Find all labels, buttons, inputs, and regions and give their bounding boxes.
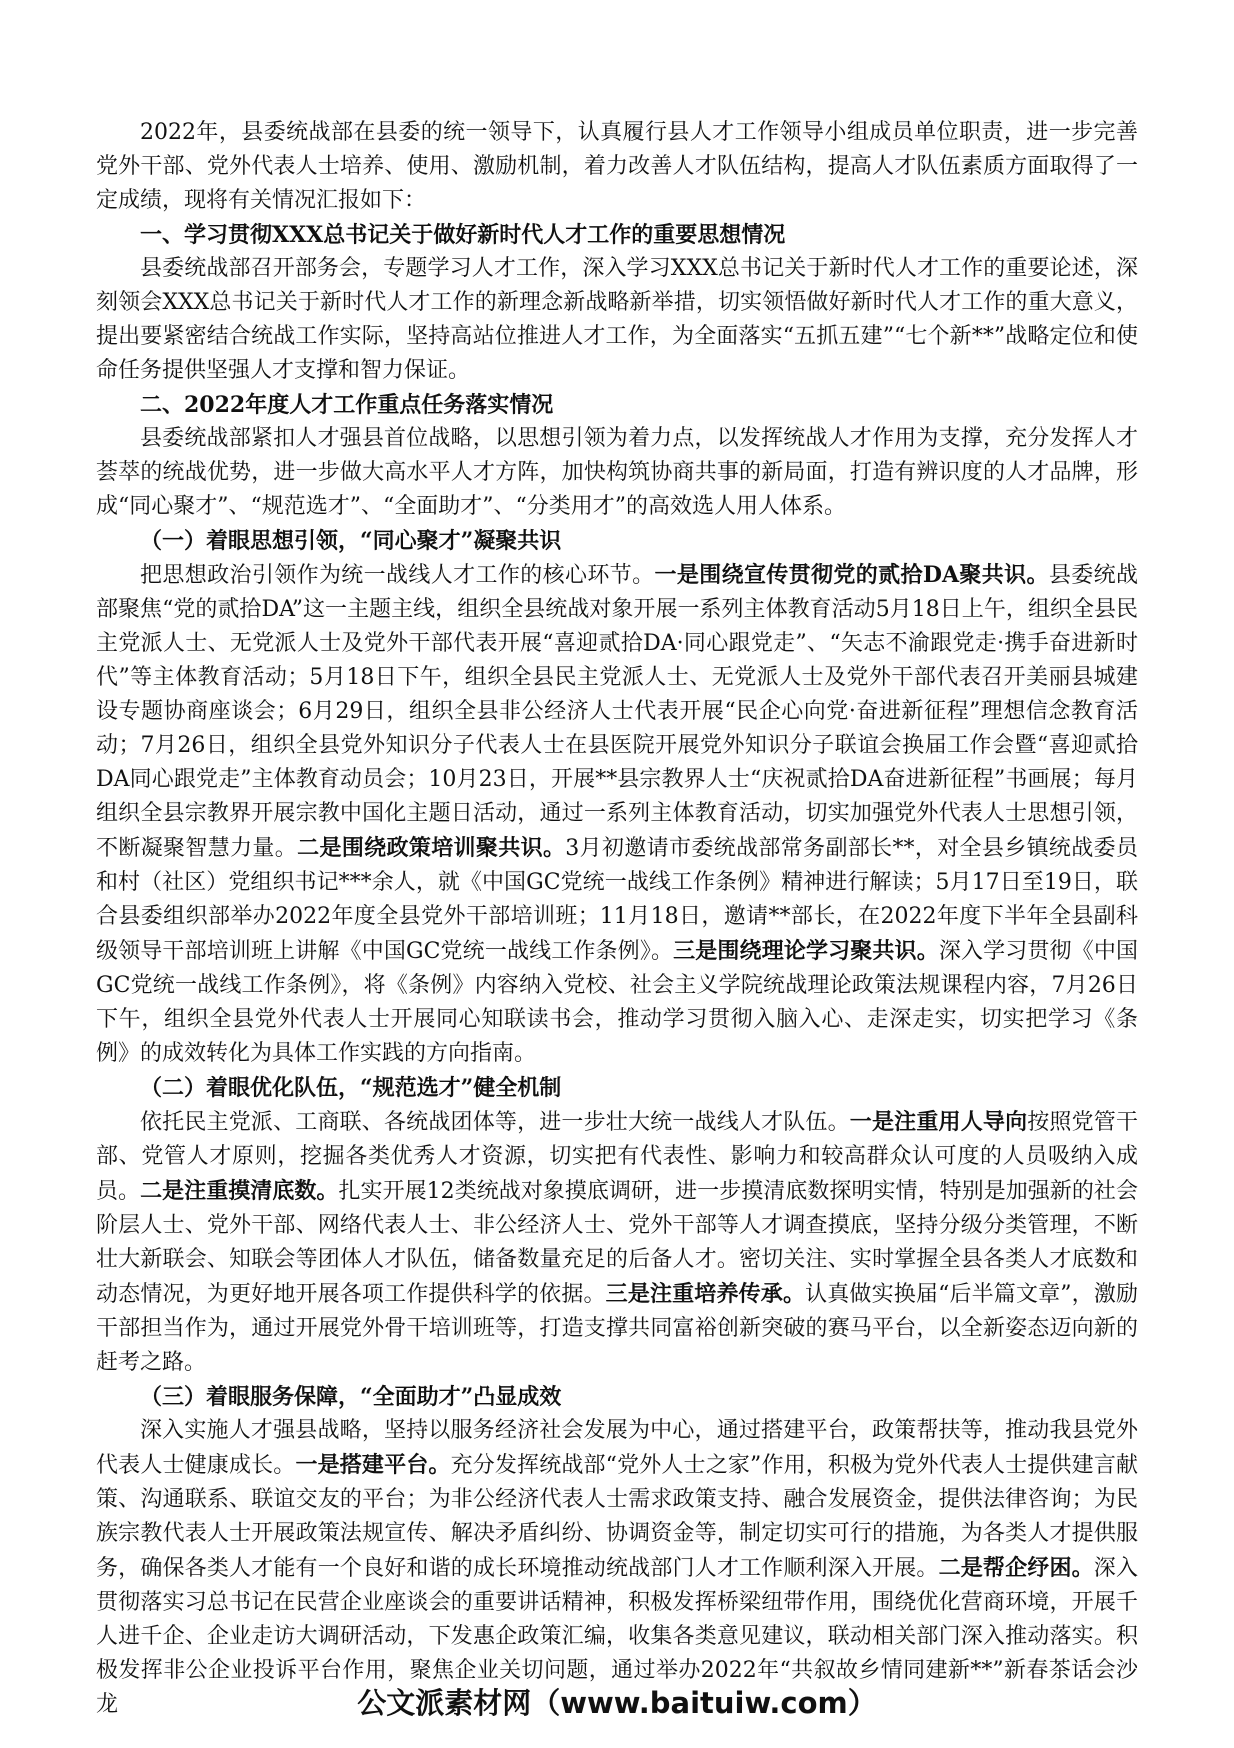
text-run: 县委统战部紧扣人才强县首位战略，以思想引领为着力点，以发挥统战人才作用为支撑，充分发挥人才荟萃的统战优势，进一步做大高水平人才方阵，加快构筑协商共事的新局面，打造有辨识度的人才品牌，形成“同心聚才”、“规范选才”、“全面助才”、“分类用才”的高效选人用人体系。	[96, 426, 1138, 519]
paragraph	[96, 422, 1138, 524]
section-heading	[96, 388, 1138, 422]
subsection-heading	[96, 1380, 1138, 1414]
bold-lead-phrase: 二是注重摸清底数。	[140, 1178, 339, 1204]
text-run: 一、学习贯彻XXX总书记关于做好新时代人才工作的重要思想情况	[140, 222, 786, 248]
bold-lead-phrase: 三是注重培养传承。	[605, 1281, 806, 1307]
bold-lead-phrase: 一是注重用人导向	[849, 1109, 1028, 1135]
text-run: 把思想政治引领作为统一战线人才工作的核心环节。	[140, 563, 655, 588]
paragraph	[96, 252, 1138, 388]
paragraph	[96, 1414, 1138, 1722]
bold-lead-phrase: 一是围绕宣传贯彻党的贰拾DA聚共识。	[654, 562, 1049, 588]
bold-lead-phrase: 二是围绕政策培训聚共识。	[297, 835, 566, 861]
text-run: 2022年，县委统战部在县委的统一领导下，认真履行县人才工作领导小组成员单位职责，进一步完善党外干部、党外代表人士培养、使用、激励机制，着力改善人才队伍结构，提高人才队伍素质方面取得了一定成绩，现将有关情况汇报如下：	[96, 120, 1138, 213]
text-run: 依托民主党派、工商联、各统战团体等，进一步壮大统一战线人才队伍。	[140, 1110, 850, 1135]
text-run: 深入实施人才强县战略，坚持以服务经济社会发展为中心，通过搭建平台，政策帮扶等，推动我县党外代表人士健康成长。	[96, 1418, 1138, 1478]
paragraph	[96, 116, 1138, 218]
document-body	[96, 116, 1138, 1722]
paragraph	[96, 558, 1138, 1071]
section-heading	[96, 218, 1138, 252]
text-run: （二）着眼优化队伍，“规范选才”健全机制	[140, 1075, 562, 1101]
text-run: 3月初邀请市委统战部常务副部长**，对全县乡镇统战委员和村（社区）党组织书记***余人，就《中国GC党统一战线工作条例》精神进行解读；5月17日至19日，联合县委组织部举办2022年度全县党外干部培训班；11月18日，邀请**部长，在2022年度下半年全县副科级领导干部培训班上讲解《中国GC党统一战线工作条例》。	[96, 836, 1138, 964]
text-run: （一）着眼思想引领，“同心聚才”凝聚共识	[140, 528, 562, 554]
text-run: 县委统战部聚焦“党的贰拾DA”这一主题主线，组织全县统战对象开展一系列主体教育活动5月18日上午，组织全县民主党派人士、无党派人士及党外干部代表开展“喜迎贰拾DA·同心跟党走”、“矢志不渝跟党走·携手奋进新时代”等主体教育活动；5月18日下午，组织全县民主党派人士、无党派人士及党外干部代表召开美丽县城建设专题协商座谈会；6月29日，组织全县非公经济人士代表开展“民企心向党·奋进新征程”理想信念教育活动；7月26日，组织全县党外知识分子代表人士在县医院开展党外知识分子联谊会换届工作会暨“喜迎贰拾DA同心跟党走”主体教育动员会；10月23日，开展**县宗教界人士“庆祝贰拾DA奋进新征程”书画展；每月组织全县宗教界开展宗教中国化主题日活动，通过一系列主体教育活动，切实加强党外代表人士思想引领，不断凝聚智慧力量。	[96, 563, 1138, 861]
text-run: 扎实开展12类统战对象摸底调研，进一步摸清底数探明实情，特别是加强新的社会阶层人士、党外干部、网络代表人士、非公经济人士、党外干部等人才调查摸底，坚持分级分类管理，不断壮大新联会、知联会等团体人才队伍，储备数量充足的后备人才。密切关注、实时掌握全县各类人才底数和动态情况，为更好地开展各项工作提供科学的依据。	[96, 1179, 1138, 1307]
text-run: 县委统战部召开部务会，专题学习人才工作，深入学习XXX总书记关于新时代人才工作的重要论述，深刻领会XXX总书记关于新时代人才工作的新理念新战略新举措，切实领悟做好新时代人才工作的重大意义，提出要紧密结合统战工作实际，坚持高站位推进人才工作，为全面落实“五抓五建”“七个新**”战略定位和使命任务提供坚强人才支撑和智力保证。	[96, 256, 1138, 383]
bold-lead-phrase: 二是帮企纾困。	[938, 1555, 1094, 1581]
subsection-heading	[96, 524, 1138, 558]
text-run: 充分发挥统战部“党外人士之家”作用，积极为党外代表人士提供建言献策、沟通联系、联谊交友的平台；为非公经济代表人士需求政策支持、融合发展资金，提供法律咨询；为民族宗教代表人士开展政策法规宣传、解决矛盾纠纷、协调资金等，制定切实可行的措施，为各类人才提供服务，确保各类人才能有一个良好和谐的成长环境推动统战部门人才工作顺利深入开展。	[96, 1453, 1138, 1581]
subsection-heading	[96, 1071, 1138, 1105]
text-run: 认真做实换届“后半篇文章”，激励干部担当作为，通过开展党外骨干培训班等，打造支撑共同富裕创新突破的赛马平台，以全新姿态迈向新的赶考之路。	[96, 1282, 1138, 1375]
watermark-footer: 公文派素材网（www.baituiw.com）	[357, 1686, 877, 1720]
bold-lead-phrase: 三是围绕理论学习聚共识。	[673, 938, 939, 964]
paragraph	[96, 1105, 1138, 1380]
text-run: 按照党管干部、党管人才原则，挖掘各类优秀人才资源，切实把有代表性、影响力和较高群众认可度的人员吸纳入成员。	[96, 1110, 1138, 1204]
text-run: 深入贯彻落实习总书记在民营企业座谈会的重要讲话精神，积极发挥桥梁纽带作用，围绕优化营商环境，开展千人进千企、企业走访大调研活动，下发惠企政策汇编，收集各类意见建议，联动相关部门深入推动落实。积极发挥非公企业投诉平台作用，聚焦企业关切问题，通过举办2022年“共叙故乡情同建新**”新春茶话会沙龙	[96, 1556, 1138, 1717]
bold-lead-phrase: 一是搭建平台。	[295, 1452, 451, 1478]
text-run: （三）着眼服务保障，“全面助才”凸显成效	[140, 1384, 562, 1410]
text-run: 二、2022年度人才工作重点任务落实情况	[140, 392, 554, 418]
text-run: 深入学习贯彻《中国GC党统一战线工作条例》，将《条例》内容纳入党校、社会主义学院统战理论政策法规课程内容，7月26日下午，组织全县党外代表人士开展同心知联读书会，推动学习贯彻入脑入心、走深走实，切实把学习《条例》的成效转化为具体工作实践的方向指南。	[96, 939, 1138, 1066]
